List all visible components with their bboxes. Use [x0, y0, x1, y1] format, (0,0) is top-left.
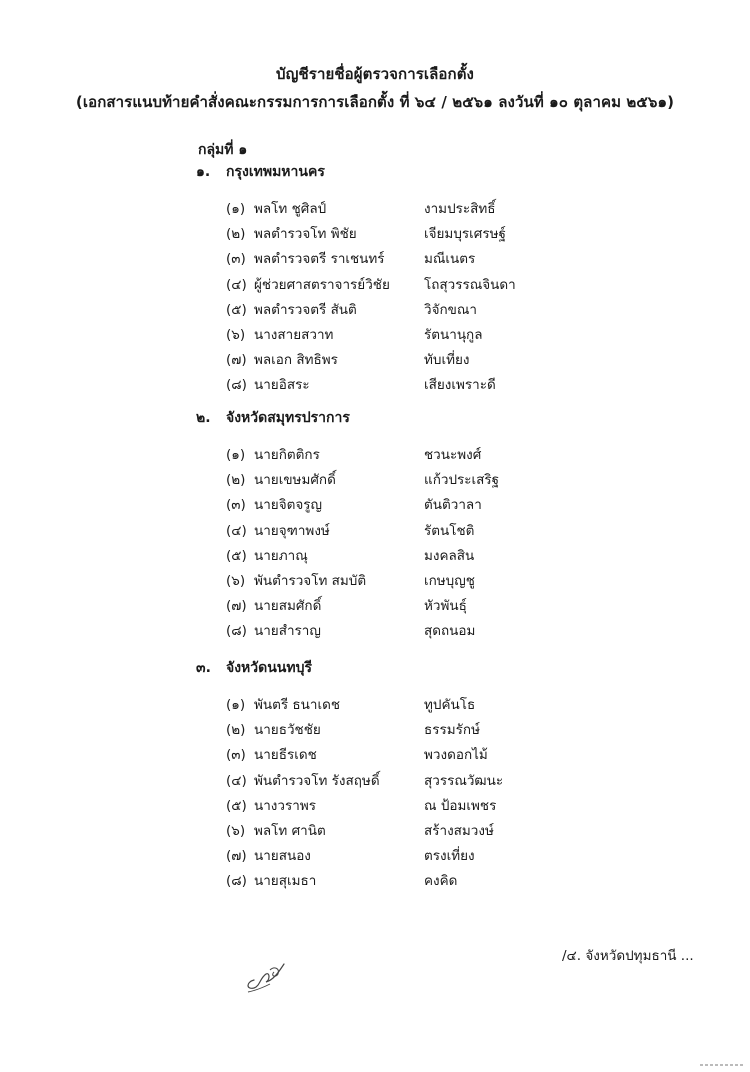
person-row [0, 769, 750, 793]
province-name: จังหวัดสมุทรปราการ [226, 410, 350, 426]
province-name: จังหวัดนนทบุรี [226, 660, 312, 676]
person-index: (๖) [226, 327, 246, 343]
province-number: ๓. [196, 660, 211, 676]
person-row [0, 273, 750, 297]
person-row [0, 594, 750, 618]
person-row [0, 493, 750, 517]
person-name: นายกิตติกร [254, 447, 320, 463]
person-index: (๒) [226, 226, 246, 243]
group-label: กลุ่มที่ ๑ [198, 142, 248, 158]
person-index: (๓) [226, 747, 246, 764]
province-heading [196, 406, 350, 430]
person-name: นายสนอง [254, 848, 311, 865]
person-surname: มงคลสิน [424, 547, 475, 564]
person-name: พันตำรวจโท สมบัติ [254, 573, 367, 589]
person-row [0, 743, 750, 767]
person-index: (๑) [226, 201, 246, 217]
person-index: (๗) [226, 598, 247, 615]
continuation-note: /๔. จังหวัดปทุมธานี ... [562, 948, 694, 964]
person-surname: หัวพันธุ์ [424, 598, 467, 615]
province-name: กรุงเทพมหานคร [226, 164, 325, 180]
person-index: (๖) [226, 573, 246, 589]
person-index: (๒) [226, 472, 246, 489]
person-surname: พวงดอกไม้ [424, 747, 488, 764]
person-surname: ชวนะพงศ์ [424, 447, 482, 463]
person-index: (๑) [226, 697, 246, 713]
person-name: พลเอก สิทธิพร [254, 352, 338, 369]
person-surname: วิจักขณา [424, 301, 477, 318]
person-surname: เกษบุญชู [424, 573, 475, 589]
person-row [0, 794, 750, 818]
person-name: นางสายสวาท [254, 327, 334, 343]
person-row [0, 443, 750, 467]
person-name: นายสมศักดิ์ [254, 598, 322, 615]
person-surname: งามประสิทธิ์ [424, 201, 496, 217]
person-surname: สุดถนอม [424, 623, 476, 640]
person-index: (๔) [226, 276, 247, 293]
person-surname: ตันติวาลา [424, 497, 482, 514]
person-row [0, 869, 750, 893]
province-number: ๑. [196, 164, 211, 180]
person-row [0, 569, 750, 593]
person-surname: เจียมบุรเศรษฐ์ [424, 226, 506, 243]
person-index: (๘) [226, 377, 247, 394]
person-surname: ทับเที่ยง [424, 352, 470, 369]
person-index: (๒) [226, 722, 246, 739]
person-surname: ทูปคันโธ [424, 697, 476, 713]
person-name: นายสำราญ [254, 623, 321, 640]
person-row [0, 222, 750, 246]
person-surname: รัตนโชติ [424, 522, 475, 539]
person-name: นายธีรเดช [254, 747, 317, 764]
person-index: (๗) [226, 848, 247, 865]
person-index: (๕) [226, 797, 247, 814]
person-name: ผู้ช่วยศาสตราจารย์วิชัย [254, 276, 390, 293]
person-name: นายธวัชชัย [254, 722, 321, 739]
person-name: พลตำรวจตรี ราเชนทร์ [254, 251, 385, 268]
document-subtitle: (เอกสารแนบท้ายคำสั่งคณะกรรมการการเลือกตั้ง ที่ ๖๔ / ๒๕๖๑ ลงวันที่ ๑๐ ตุลาคม ๒๕๖๑) [75, 93, 675, 111]
person-row [0, 468, 750, 492]
person-row [0, 718, 750, 742]
person-index: (๕) [226, 547, 247, 564]
person-index: (๔) [226, 522, 247, 539]
person-index: (๗) [226, 352, 247, 369]
province-number: ๒. [196, 410, 211, 426]
person-row [0, 693, 750, 717]
handwritten-signature [240, 950, 300, 998]
document-title: บัญชีรายชื่อผู้ตรวจการเลือกตั้ง [276, 65, 474, 83]
person-name: นายจิตจรูญ [254, 497, 323, 514]
person-surname: ตรงเที่ยง [424, 848, 475, 865]
person-index: (๖) [226, 823, 246, 839]
person-name: พลตำรวจตรี สันติ [254, 301, 357, 318]
person-name: นายจุฑาพงษ์ [254, 522, 330, 539]
person-name: นายอิสระ [254, 377, 310, 394]
person-name: นางวราพร [254, 797, 316, 814]
person-name: นายเขษมศักดิ์ [254, 472, 336, 489]
person-row [0, 373, 750, 397]
person-surname: แก้วประเสริฐ [424, 472, 500, 489]
person-row [0, 247, 750, 271]
person-index: (๓) [226, 497, 246, 514]
person-index: (๓) [226, 251, 246, 268]
scan-edge-mark [700, 1053, 744, 1072]
person-name: พลตำรวจโท พิชัย [254, 226, 357, 243]
person-name: พันตรี ธนาเดช [254, 697, 341, 713]
person-row [0, 544, 750, 568]
person-row [0, 619, 750, 643]
person-index: (๘) [226, 623, 247, 640]
person-row [0, 323, 750, 347]
person-surname: คงคิด [424, 873, 458, 890]
person-name: พลโท ชูศิลป์ [254, 201, 327, 217]
person-index: (๕) [226, 301, 247, 318]
person-surname: รัตนานุกูล [424, 327, 483, 343]
person-row [0, 197, 750, 221]
person-row [0, 819, 750, 843]
person-index: (๘) [226, 873, 247, 890]
person-index: (๔) [226, 772, 247, 789]
person-name: นายสุเมธา [254, 873, 317, 890]
person-row [0, 298, 750, 322]
province-heading [196, 656, 312, 680]
person-surname: ณ ป้อมเพชร [424, 797, 497, 814]
person-name: นายภาณุ [254, 547, 308, 564]
person-name: พันตำรวจโท รังสฤษดิ์ [254, 772, 380, 789]
person-surname: เสียงเพราะดี [424, 377, 496, 394]
person-surname: มณีเนตร [424, 251, 476, 268]
person-row [0, 348, 750, 372]
person-name: พลโท ศานิต [254, 823, 326, 839]
person-surname: ธรรมรักษ์ [424, 722, 480, 739]
person-surname: โถสุวรรณจินดา [424, 276, 516, 293]
person-surname: สร้างสมวงษ์ [424, 823, 494, 839]
province-heading [196, 160, 325, 184]
person-row [0, 519, 750, 543]
person-surname: สุวรรณวัฒนะ [424, 772, 504, 789]
person-index: (๑) [226, 447, 246, 463]
person-row [0, 844, 750, 868]
